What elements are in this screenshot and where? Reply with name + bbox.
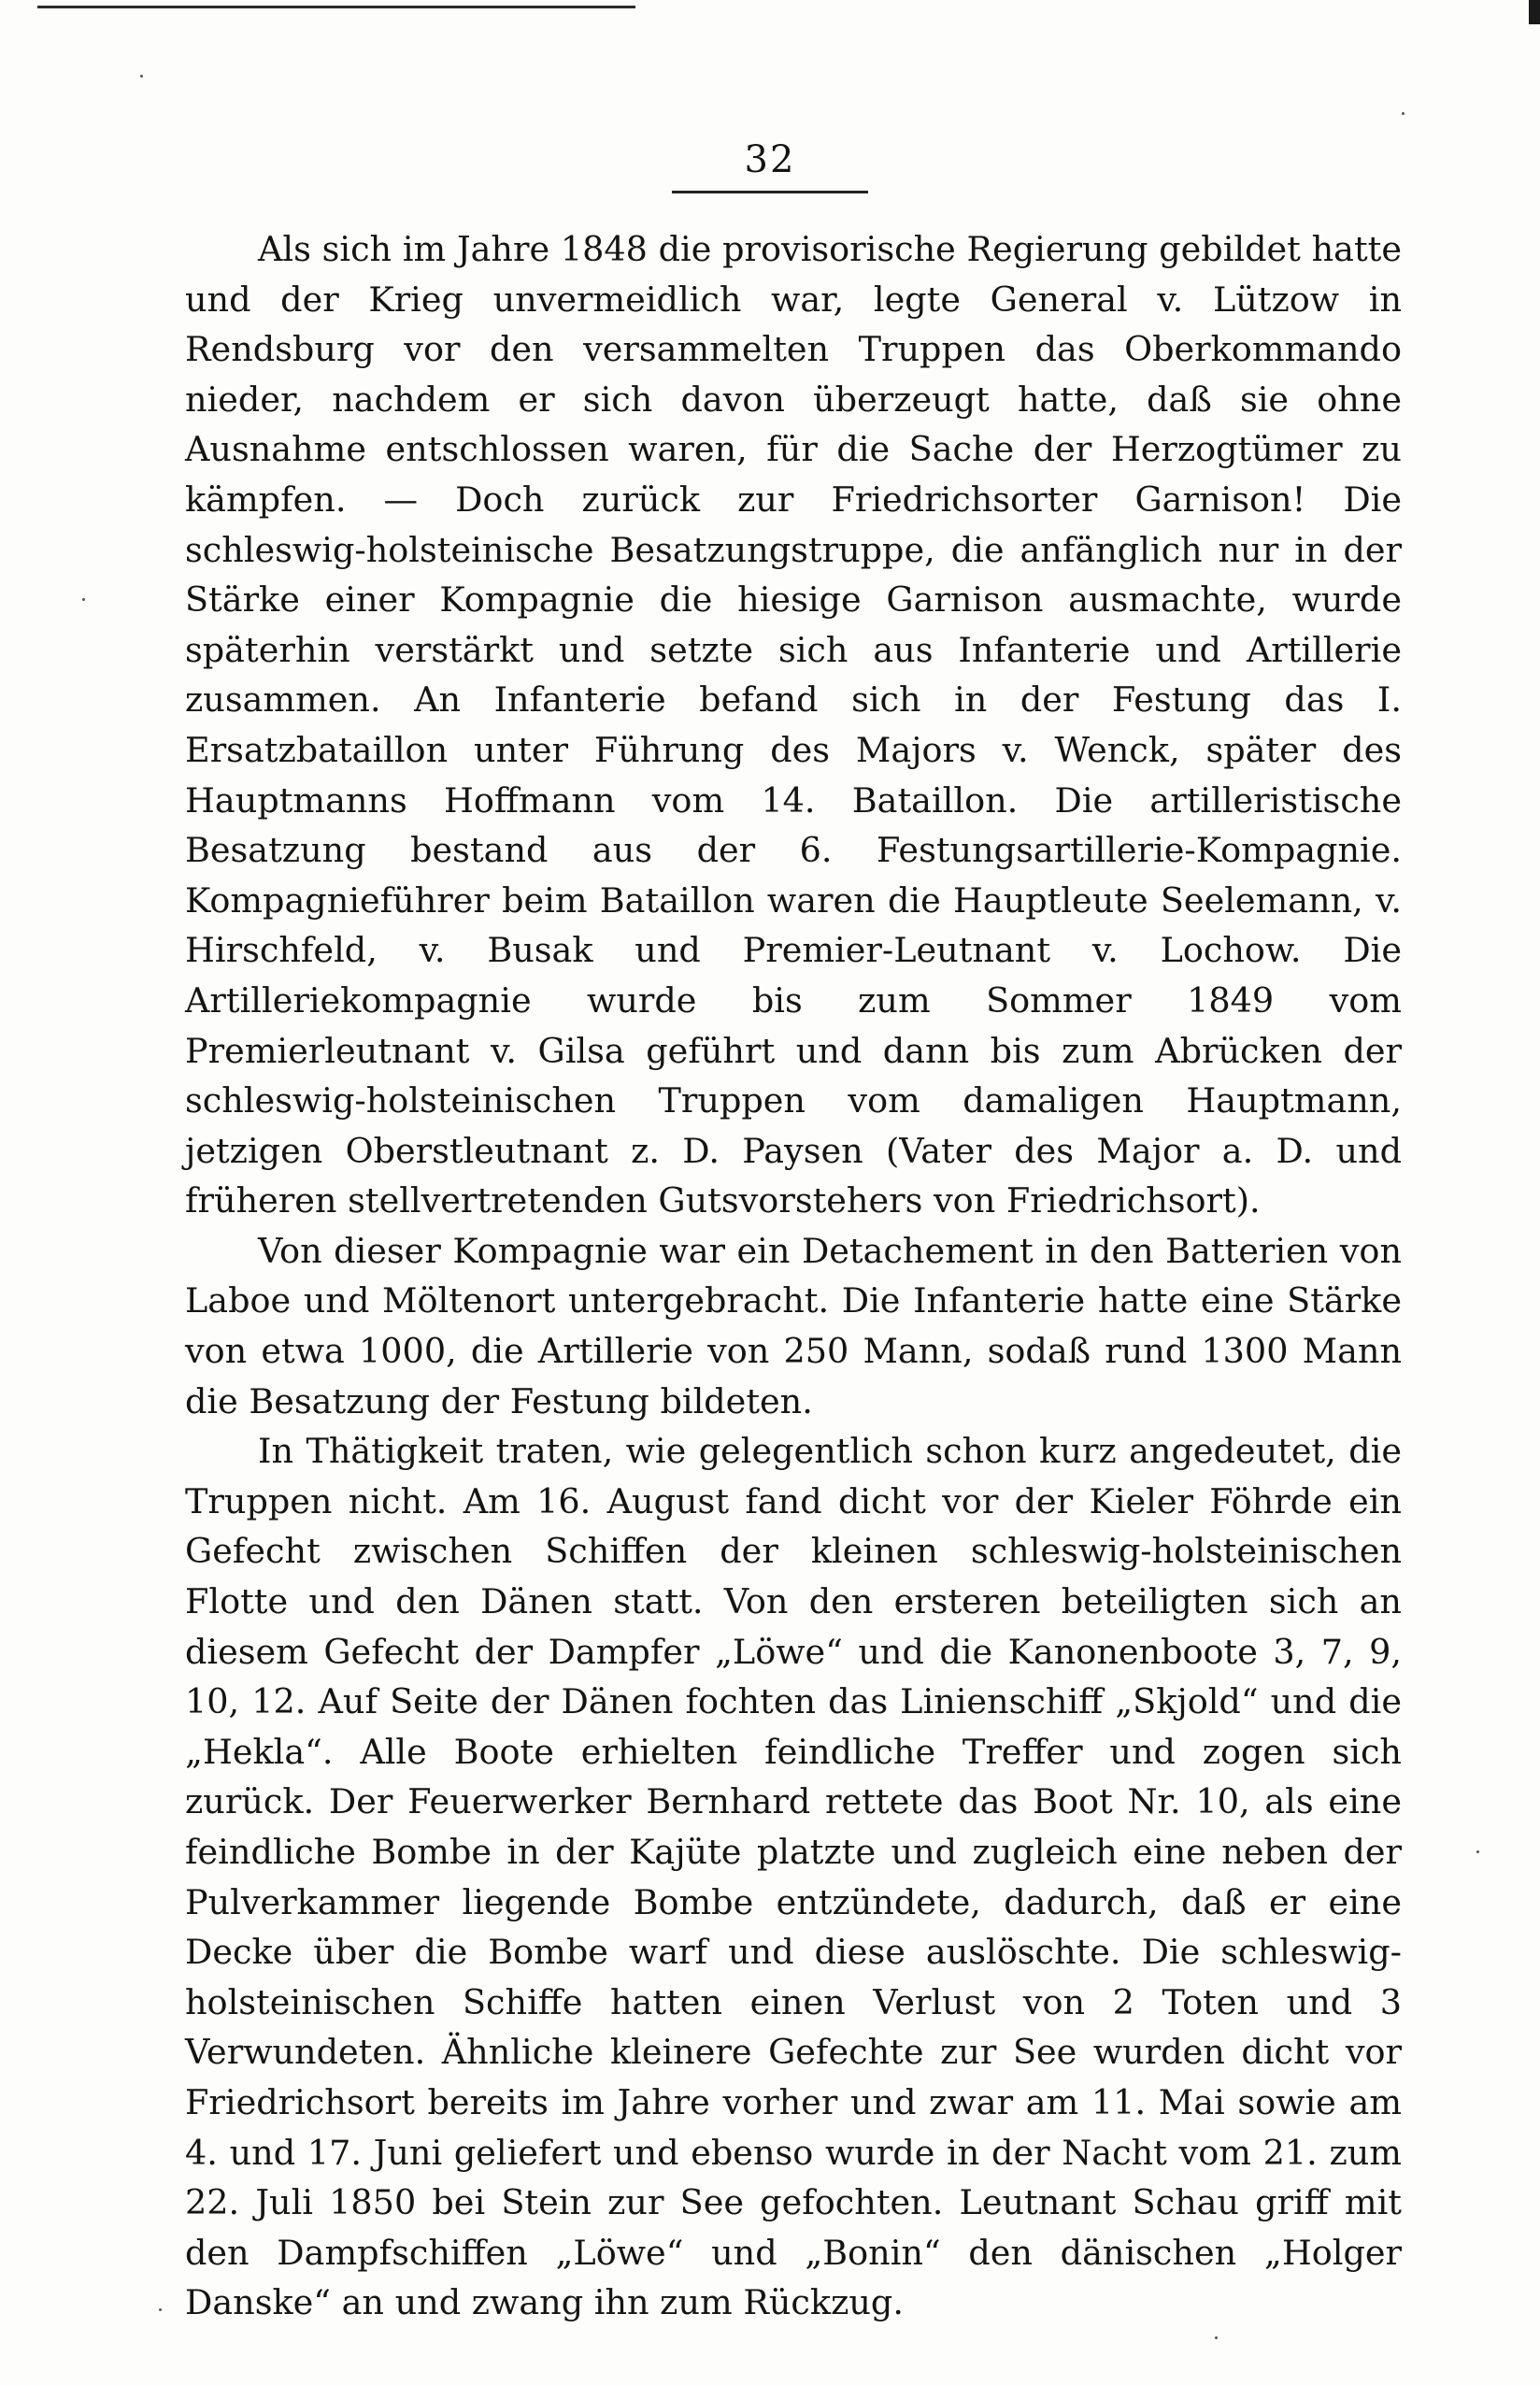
page-number: 32	[672, 138, 869, 193]
page-header	[0, 138, 1540, 193]
scan-speck	[159, 2308, 162, 2311]
scan-speck	[1215, 2336, 1218, 2339]
paragraph-2: Von dieser Kompagnie war ein Detachement in den Batterien von Laboe und Möltenort untergebracht. Die Infanterie hatte eine Stärke von etwa 1000, die Artillerie von 250 Mann, sodaß rund 1300 Mann die Besatzung der Festung bildeten.	[185, 1230, 1402, 1421]
body-text	[185, 224, 1402, 2328]
scan-speck	[82, 598, 85, 601]
paragraph-3: In Thätigkeit traten, wie gelegentlich schon kurz angedeutet, die Truppen nicht. Am 16. August fand dicht vor der Kieler Föhrde ein Gefecht zwischen Schiffen der kleinen schleswig-holsteinischen Flotte und den Dänen statt. Von den ersteren beteiligten sich an diesem Gefecht der Dampfer „Löwe“ und die Kanonenboote 3, 7, 9, 10, 12. Auf Seite der Dänen fochten das Linienschiff „Skjold“ und die „Hekla“. Alle Boote erhielten feindliche Treffer und zogen sich zurück. Der Feuerwerker Bernhard rettete das Boot Nr. 10, als eine feindliche Bombe in der Kajüte platzte und zugleich eine neben der Pulverkammer liegende Bombe entzündete, dadurch, daß er eine Decke über die Bombe warf und diese auslöschte. Die schleswig-holsteinischen Schiffe hatten einen Verlust von 2 Toten und 3 Verwundeten. Ähnliche kleinere Gefechte zur See wurden dicht vor Friedrichsort bereits im Jahre vorher und zwar am 11. Mai sowie am 4. und 17. Juni geliefert und ebenso wurde in der Nacht vom 21. zum 22. Juli 1850 bei Stein zur See gefochten. Leutnant Schau griff mit den Dampfschiffen „Löwe“ und „Bonin“ den dänischen „Holger Danske“ an und zwang ihn zum Rückzug.	[185, 1431, 1402, 2323]
scan-speck	[140, 75, 143, 78]
scan-speck	[1402, 112, 1405, 115]
paragraph-1: Als sich im Jahre 1848 die provisorische Regierung gebildet hatte und der Krieg unvermeidlich war, legte General v. Lützow in Rendsburg vor den versammelten Truppen das Oberkommando nieder, nachdem er sich davon überzeugt hatte, daß sie ohne Ausnahme entschlossen waren, für die Sache der Herzogtümer zu kämpfen. — Doch zurück zur Friedrichsorter Garnison! Die schleswig-holsteinische Besatzungstruppe, die anfänglich nur in der Stärke einer Kompagnie die hiesige Garnison ausmachte, wurde späterhin verstärkt und setzte sich aus Infanterie und Artillerie zusammen. An Infanterie befand sich in der Festung das I. Ersatzbataillon unter Führung des Majors v. Wenck, später des Hauptmanns Hoffmann vom 14. Bataillon. Die artilleristische Besatzung bestand aus der 6. Festungsartillerie-Kompagnie. Kompagnieführer beim Bataillon waren die Hauptleute Seelemann, v. Hirschfeld, v. Busak und Premier-Leutnant v. Lochow. Die Artilleriekompagnie wurde bis zum Sommer 1849 vom Premierleutnant v. Gilsa geführt und dann bis zum Abrücken der schleswig-holsteinischen Truppen vom damaligen Hauptmann, jetzigen Oberstleutnant z. D. Paysen (Vater des Major a. D. und früheren stellvertretenden Gutsvorstehers von Friedrichsort).	[185, 229, 1402, 1221]
scan-speck	[1476, 1850, 1479, 1853]
top-edge-rule	[37, 6, 635, 8]
scan-edge-mark	[1529, 0, 1540, 24]
